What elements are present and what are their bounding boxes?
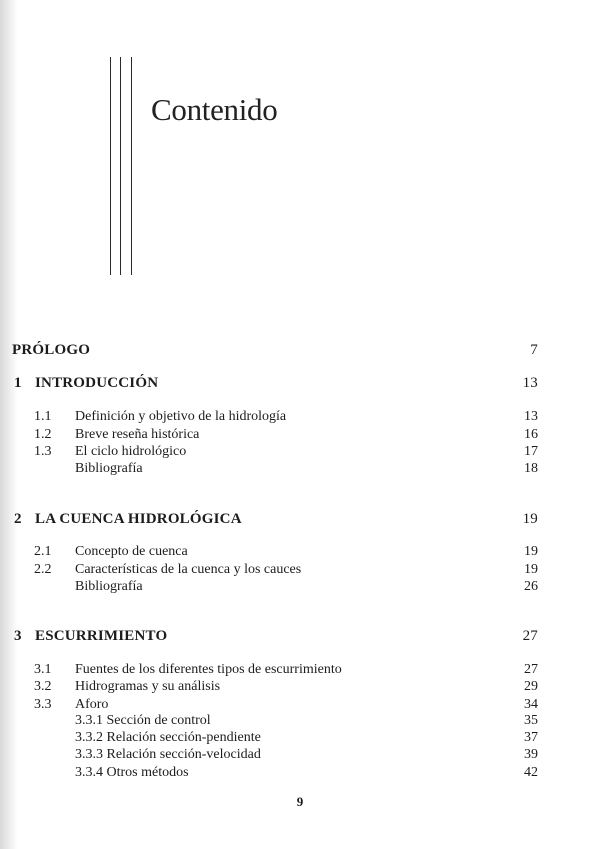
toc-entry-page: 35 bbox=[524, 713, 538, 728]
toc-entry-title: El ciclo hidrológico bbox=[75, 444, 187, 459]
toc-entry-title: Bibliografía bbox=[75, 579, 143, 594]
toc-entry-number: 2.1 bbox=[34, 544, 52, 559]
toc-entry-title: Definición y objetivo de la hidrología bbox=[75, 409, 287, 424]
toc-entry-page: 34 bbox=[524, 697, 538, 712]
toc-entry-title: INTRODUCCIÓN bbox=[35, 375, 159, 391]
toc-chapter-entry bbox=[0, 510, 600, 528]
toc-entry bbox=[0, 408, 600, 426]
toc-entry-page: 27 bbox=[522, 628, 538, 644]
toc-entry-title: LA CUENCA HIDROLÓGICA bbox=[35, 511, 242, 527]
toc-entry-number: 3.3 bbox=[34, 697, 52, 712]
toc-entry bbox=[0, 661, 600, 679]
toc-entry-title: Hidrogramas y su análisis bbox=[75, 679, 221, 694]
toc-entry-page: 27 bbox=[524, 662, 538, 677]
toc-entry-page: 18 bbox=[524, 461, 538, 476]
toc-entry-title: Fuentes de los diferentes tipos de escurrimiento bbox=[75, 662, 342, 677]
toc-entry bbox=[0, 678, 600, 696]
decorative-rule-1 bbox=[110, 57, 111, 275]
toc-entry-title: Aforo bbox=[75, 697, 109, 712]
decorative-rule-2 bbox=[120, 57, 121, 275]
toc-entry-title: 3.3.3 Relación sección-velocidad bbox=[75, 747, 261, 762]
toc-entry bbox=[0, 764, 600, 782]
toc-entry bbox=[0, 543, 600, 561]
toc-chapter-entry bbox=[0, 341, 600, 359]
toc-entry bbox=[0, 712, 600, 730]
toc-entry-title: 3.3.4 Otros métodos bbox=[75, 765, 189, 780]
toc-entry bbox=[0, 729, 600, 747]
toc-chapter-entry bbox=[0, 374, 600, 392]
toc-entry-page: 19 bbox=[524, 544, 538, 559]
toc-entry-title: Características de la cuenca y los cauces bbox=[75, 562, 302, 577]
toc-chapter-entry bbox=[0, 627, 600, 645]
toc-entry-page: 29 bbox=[524, 679, 538, 694]
toc-entry-page: 39 bbox=[524, 747, 538, 762]
toc-entry-number: 3.1 bbox=[34, 662, 52, 677]
toc-entry-page: 17 bbox=[524, 444, 538, 459]
toc-entry bbox=[0, 561, 600, 579]
toc-entry-number: 3.2 bbox=[34, 679, 52, 694]
toc-entry-page: 16 bbox=[524, 427, 538, 442]
toc-entry bbox=[0, 426, 600, 444]
toc-entry-number: 2 bbox=[14, 511, 22, 527]
toc-entry-number: 1 bbox=[14, 375, 22, 391]
toc-entry-page: 19 bbox=[522, 511, 538, 527]
toc-entry bbox=[0, 578, 600, 596]
page-number: 9 bbox=[296, 794, 304, 809]
toc-entry-number: 3 bbox=[14, 628, 22, 644]
toc-entry-title: Breve reseña histórica bbox=[75, 427, 200, 442]
toc-entry-page: 13 bbox=[522, 375, 538, 391]
toc-entry-number: 1.2 bbox=[34, 427, 52, 442]
toc-entry-title: Concepto de cuenca bbox=[75, 544, 188, 559]
toc-entry-number: 1.1 bbox=[34, 409, 52, 424]
toc-entry-number: 2.2 bbox=[34, 562, 52, 577]
toc-entry-page: 7 bbox=[530, 342, 538, 358]
toc-entry-page: 13 bbox=[524, 409, 538, 424]
toc-entry-title: Bibliografía bbox=[75, 461, 143, 476]
toc-entry-page: 42 bbox=[524, 765, 538, 780]
toc-entry-number: 1.3 bbox=[34, 444, 52, 459]
toc-entry bbox=[0, 746, 600, 764]
toc-entry-title: PRÓLOGO bbox=[12, 342, 91, 358]
toc-entry-title: 3.3.2 Relación sección-pendiente bbox=[75, 730, 261, 745]
toc-entry-title: 3.3.1 Sección de control bbox=[75, 713, 211, 728]
toc-entry-title: ESCURRIMIENTO bbox=[35, 628, 168, 644]
toc-entry-page: 37 bbox=[524, 730, 538, 745]
toc-entry-page: 19 bbox=[524, 562, 538, 577]
toc-entry bbox=[0, 443, 600, 461]
page-title: Contenido bbox=[151, 92, 278, 127]
toc-entry-page: 26 bbox=[524, 579, 538, 594]
decorative-rule-3 bbox=[131, 57, 132, 275]
toc-entry bbox=[0, 460, 600, 478]
